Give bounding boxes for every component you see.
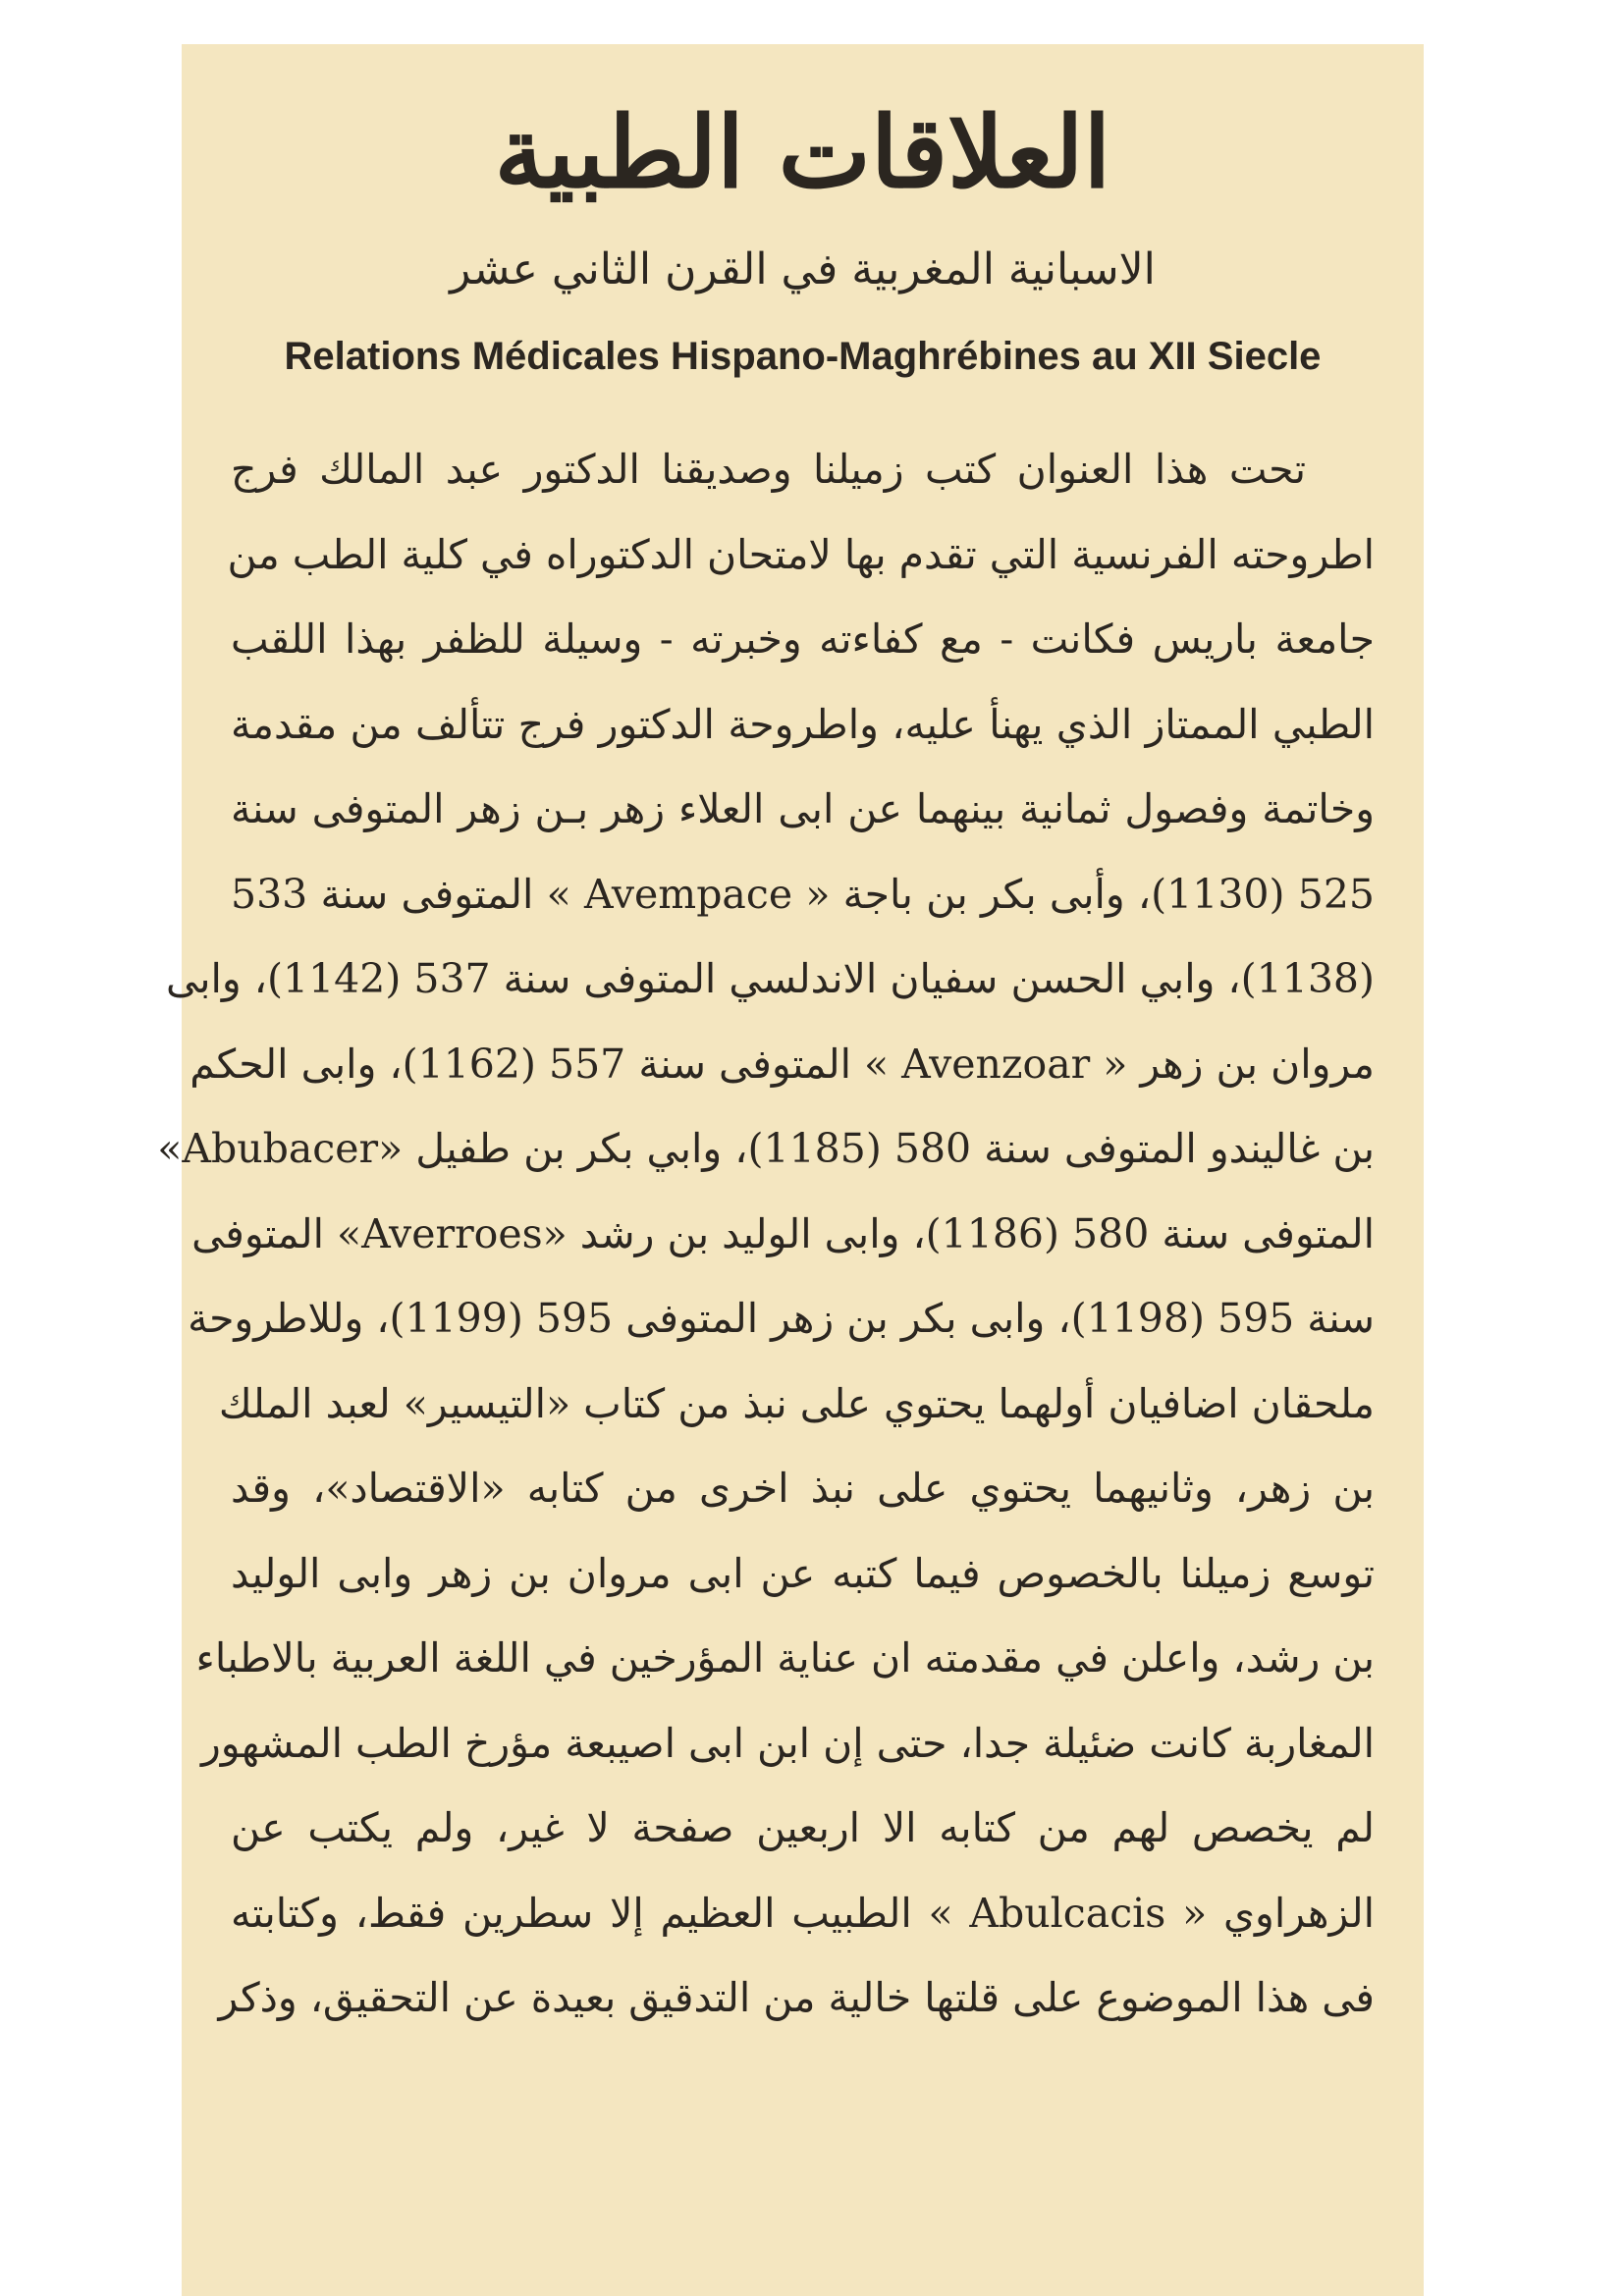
text-line: ملحقان اضافيان أولهما يحتوي على نبذ من كتاب «التيسير» لعبد الملك <box>218 1379 1375 1427</box>
text-line: مروان بن زهر « Avenzoar » المتوفى سنة 557 (1162)، وابى الحكم <box>189 1040 1375 1088</box>
text-line: الزهراوي « Abulcacis » الطبيب العظيم إلا سطرين فقط، وكتابته <box>231 1889 1375 1937</box>
text-line: (1138)، وابي الحسن سفيان الاندلسي المتوفى سنة 537 (1142)، وابى <box>165 955 1375 1002</box>
body-text <box>157 427 1375 2041</box>
text-line: اطروحته الفرنسية التي تقدم بها لامتحان الدكتوراه في كلية الطب من <box>227 530 1375 578</box>
text-line: توسع زميلنا بالخصوص فيما كتبه عن ابى مروان بن زهر وابى الوليد <box>231 1549 1375 1597</box>
text-line: لم يخصص لهم من كتابه الا اربعين صفحة لا غير، ولم يكتب عن <box>231 1804 1375 1851</box>
text-line: وخاتمة وفصول ثمانية بينهما عن ابى العلاء زهر بـن زهر المتوفى سنة <box>231 785 1375 832</box>
text-line: جامعة باريس فكانت - مع كفاءته وخبرته - وسيلة للظفر بهذا اللقب <box>231 615 1375 663</box>
latin-title: Relations Médicales Hispano-Maghrébines au XII Siecle <box>284 335 1322 378</box>
text-line: 525 (1130)، وأبى بكر بن باجة « Avempace » المتوفى سنة 533 <box>231 870 1375 918</box>
text-line: تحت هذا العنوان كتب زميلنا وصديقنا الدكتور عبد المالك فرج <box>231 446 1306 493</box>
document-page <box>157 44 1424 2296</box>
text-line: الطبي الممتاز الذي يهنأ عليه، واطروحة الدكتور فرج تتألف من مقدمة <box>231 700 1375 748</box>
text-line: بن غاليندو المتوفى سنة 580 (1185)، وابي بكر بن طفيل «Abubacer» <box>157 1125 1375 1172</box>
text-line: فى هذا الموضوع على قلتها خالية من التدقيق بعيدة عن التحقيق، وذكر <box>218 1974 1375 2021</box>
text-line: بن زهر، وثانيهما يحتوي على نبذ اخرى من كتابه «الاقتصاد»، وقد <box>231 1465 1375 1512</box>
text-line: المغاربة كانت ضئيلة جدا، حتى إن ابن ابى اصيبعة مؤرخ الطب المشهور <box>200 1719 1375 1767</box>
page-title: العلاقات الطبية <box>494 94 1111 210</box>
text-line: بن رشد، واعلن في مقدمته ان عناية المؤرخين في اللغة العربية بالاطباء <box>195 1634 1375 1682</box>
text-line: المتوفى سنة 580 (1186)، وابى الوليد بن رشد «Averroes» المتوفى <box>191 1209 1375 1257</box>
page-subtitle: الاسبانية المغربية في القرن الثاني عشر <box>450 244 1156 294</box>
text-line: سنة 595 (1198)، وابى بكر بن زهر المتوفى 595 (1199)، وللاطروحة <box>188 1295 1375 1342</box>
